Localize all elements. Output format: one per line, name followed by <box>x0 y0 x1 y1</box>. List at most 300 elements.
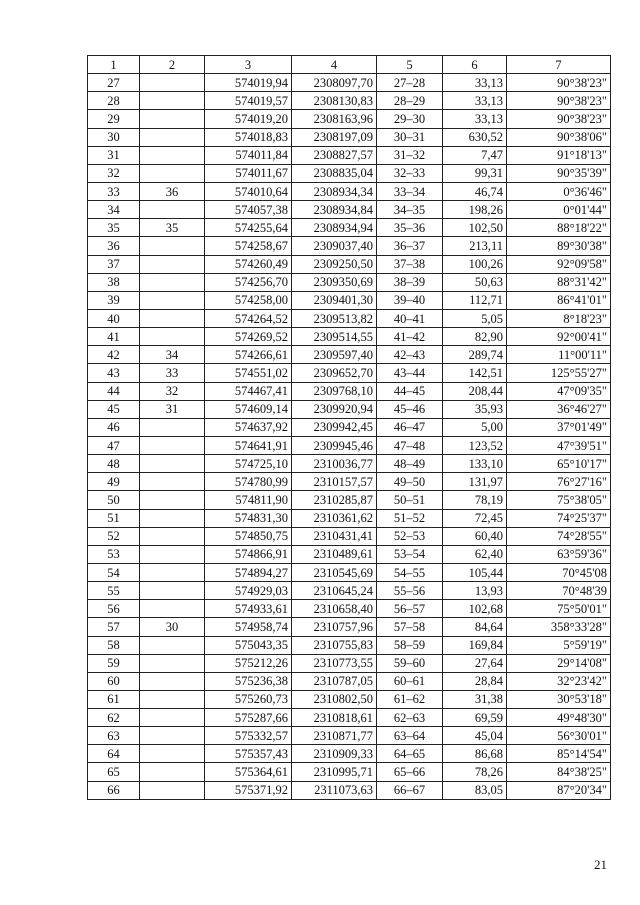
point-number-cell: 63 <box>88 727 140 745</box>
y-coordinate-cell: 2309768,10 <box>292 382 377 400</box>
bearing-cell: 358°33'28" <box>507 618 611 636</box>
y-coordinate-cell: 2310545,69 <box>292 563 377 581</box>
table-row <box>88 364 611 382</box>
bearing-cell: 47°09'35" <box>507 382 611 400</box>
table-row <box>88 563 611 581</box>
ref-number-cell <box>140 291 205 309</box>
distance-cell: 45,04 <box>443 727 507 745</box>
y-coordinate-cell: 2310361,62 <box>292 509 377 527</box>
x-coordinate-cell: 574811,90 <box>205 491 292 509</box>
table-row <box>88 74 611 92</box>
ref-number-cell: 32 <box>140 382 205 400</box>
segment-cell: 39–40 <box>377 291 443 309</box>
distance-cell: 28,84 <box>443 672 507 690</box>
x-coordinate-cell: 574011,84 <box>205 146 292 164</box>
ref-number-cell <box>140 436 205 454</box>
bearing-cell: 125°55'27" <box>507 364 611 382</box>
x-coordinate-cell: 574929,03 <box>205 582 292 600</box>
bearing-cell: 90°38'23" <box>507 74 611 92</box>
distance-cell: 33,13 <box>443 92 507 110</box>
x-coordinate-cell: 574258,00 <box>205 291 292 309</box>
y-coordinate-cell: 2310757,96 <box>292 618 377 636</box>
bearing-cell: 75°50'01" <box>507 600 611 618</box>
segment-cell: 37–38 <box>377 255 443 273</box>
y-coordinate-cell: 2310773,55 <box>292 654 377 672</box>
point-number-cell: 40 <box>88 309 140 327</box>
distance-cell: 208,44 <box>443 382 507 400</box>
table-row <box>88 545 611 563</box>
ref-number-cell: 33 <box>140 364 205 382</box>
point-number-cell: 61 <box>88 690 140 708</box>
segment-cell: 58–59 <box>377 636 443 654</box>
distance-cell: 33,13 <box>443 74 507 92</box>
segment-cell: 45–46 <box>377 400 443 418</box>
ref-number-cell <box>140 600 205 618</box>
table-row <box>88 763 611 781</box>
segment-cell: 55–56 <box>377 582 443 600</box>
y-coordinate-cell: 2308197,09 <box>292 128 377 146</box>
ref-number-cell: 31 <box>140 400 205 418</box>
distance-cell: 35,93 <box>443 400 507 418</box>
y-coordinate-cell: 2308097,70 <box>292 74 377 92</box>
distance-cell: 213,11 <box>443 237 507 255</box>
coordinates-table <box>87 55 611 800</box>
header-cell: 7 <box>507 56 611 74</box>
table-row <box>88 418 611 436</box>
bearing-cell: 84°38'25" <box>507 763 611 781</box>
x-coordinate-cell: 574780,99 <box>205 473 292 491</box>
x-coordinate-cell: 574266,61 <box>205 346 292 364</box>
table-row <box>88 473 611 491</box>
ref-number-cell <box>140 745 205 763</box>
distance-cell: 102,68 <box>443 600 507 618</box>
ref-number-cell <box>140 781 205 799</box>
y-coordinate-cell: 2310431,41 <box>292 527 377 545</box>
point-number-cell: 46 <box>88 418 140 436</box>
distance-cell: 100,26 <box>443 255 507 273</box>
x-coordinate-cell: 574467,41 <box>205 382 292 400</box>
segment-cell: 49–50 <box>377 473 443 491</box>
point-number-cell: 45 <box>88 400 140 418</box>
table-row <box>88 781 611 799</box>
ref-number-cell <box>140 273 205 291</box>
point-number-cell: 35 <box>88 219 140 237</box>
segment-cell: 31–32 <box>377 146 443 164</box>
header-cell: 3 <box>205 56 292 74</box>
segment-cell: 42–43 <box>377 346 443 364</box>
table-row <box>88 727 611 745</box>
segment-cell: 51–52 <box>377 509 443 527</box>
point-number-cell: 27 <box>88 74 140 92</box>
y-coordinate-cell: 2308934,84 <box>292 201 377 219</box>
table-row <box>88 654 611 672</box>
x-coordinate-cell: 575260,73 <box>205 690 292 708</box>
x-coordinate-cell: 575287,66 <box>205 709 292 727</box>
y-coordinate-cell: 2310818,61 <box>292 709 377 727</box>
bearing-cell: 0°01'44" <box>507 201 611 219</box>
bearing-cell: 86°41'01" <box>507 291 611 309</box>
y-coordinate-cell: 2310871,77 <box>292 727 377 745</box>
bearing-cell: 65°10'17" <box>507 455 611 473</box>
segment-cell: 29–30 <box>377 110 443 128</box>
point-number-cell: 43 <box>88 364 140 382</box>
bearing-cell: 87°20'34" <box>507 781 611 799</box>
y-coordinate-cell: 2310285,87 <box>292 491 377 509</box>
bearing-cell: 91°18'13" <box>507 146 611 164</box>
segment-cell: 62–63 <box>377 709 443 727</box>
x-coordinate-cell: 575043,35 <box>205 636 292 654</box>
distance-cell: 169,84 <box>443 636 507 654</box>
bearing-cell: 70°45'08 <box>507 563 611 581</box>
distance-cell: 50,63 <box>443 273 507 291</box>
table-row <box>88 455 611 473</box>
x-coordinate-cell: 574011,67 <box>205 164 292 182</box>
bearing-cell: 36°46'27" <box>507 400 611 418</box>
point-number-cell: 47 <box>88 436 140 454</box>
x-coordinate-cell: 575364,61 <box>205 763 292 781</box>
x-coordinate-cell: 574831,30 <box>205 509 292 527</box>
bearing-cell: 32°23'42" <box>507 672 611 690</box>
x-coordinate-cell: 574866,91 <box>205 545 292 563</box>
x-coordinate-cell: 574019,20 <box>205 110 292 128</box>
distance-cell: 72,45 <box>443 509 507 527</box>
segment-cell: 64–65 <box>377 745 443 763</box>
y-coordinate-cell: 2310658,40 <box>292 600 377 618</box>
segment-cell: 65–66 <box>377 763 443 781</box>
distance-cell: 289,74 <box>443 346 507 364</box>
point-number-cell: 32 <box>88 164 140 182</box>
y-coordinate-cell: 2310036,77 <box>292 455 377 473</box>
distance-cell: 27,64 <box>443 654 507 672</box>
x-coordinate-cell: 574010,64 <box>205 182 292 200</box>
table-row <box>88 709 611 727</box>
point-number-cell: 39 <box>88 291 140 309</box>
segment-cell: 30–31 <box>377 128 443 146</box>
bearing-cell: 0°36'46" <box>507 182 611 200</box>
y-coordinate-cell: 2309514,55 <box>292 328 377 346</box>
segment-cell: 28–29 <box>377 92 443 110</box>
ref-number-cell <box>140 110 205 128</box>
table-row <box>88 182 611 200</box>
ref-number-cell <box>140 128 205 146</box>
ref-number-cell <box>140 164 205 182</box>
y-coordinate-cell: 2309250,50 <box>292 255 377 273</box>
x-coordinate-cell: 574609,14 <box>205 400 292 418</box>
bearing-cell: 63°59'36" <box>507 545 611 563</box>
distance-cell: 83,05 <box>443 781 507 799</box>
segment-cell: 63–64 <box>377 727 443 745</box>
header-cell: 2 <box>140 56 205 74</box>
ref-number-cell <box>140 582 205 600</box>
distance-cell: 112,71 <box>443 291 507 309</box>
segment-cell: 54–55 <box>377 563 443 581</box>
point-number-cell: 59 <box>88 654 140 672</box>
table-row <box>88 400 611 418</box>
table-row <box>88 309 611 327</box>
point-number-cell: 48 <box>88 455 140 473</box>
ref-number-cell <box>140 709 205 727</box>
bearing-cell: 88°18'22" <box>507 219 611 237</box>
segment-cell: 53–54 <box>377 545 443 563</box>
segment-cell: 60–61 <box>377 672 443 690</box>
bearing-cell: 74°25'37" <box>507 509 611 527</box>
ref-number-cell: 30 <box>140 618 205 636</box>
x-coordinate-cell: 575332,57 <box>205 727 292 745</box>
y-coordinate-cell: 2309945,46 <box>292 436 377 454</box>
x-coordinate-cell: 574264,52 <box>205 309 292 327</box>
segment-cell: 44–45 <box>377 382 443 400</box>
y-coordinate-cell: 2310157,57 <box>292 473 377 491</box>
table-row <box>88 237 611 255</box>
distance-cell: 46,74 <box>443 182 507 200</box>
point-number-cell: 28 <box>88 92 140 110</box>
y-coordinate-cell: 2310995,71 <box>292 763 377 781</box>
distance-cell: 198,26 <box>443 201 507 219</box>
segment-cell: 47–48 <box>377 436 443 454</box>
bearing-cell: 90°35'39" <box>507 164 611 182</box>
ref-number-cell <box>140 727 205 745</box>
ref-number-cell <box>140 636 205 654</box>
distance-cell: 630,52 <box>443 128 507 146</box>
bearing-cell: 90°38'23" <box>507 92 611 110</box>
x-coordinate-cell: 574958,74 <box>205 618 292 636</box>
x-coordinate-cell: 574933,61 <box>205 600 292 618</box>
x-coordinate-cell: 575212,26 <box>205 654 292 672</box>
bearing-cell: 90°38'23" <box>507 110 611 128</box>
x-coordinate-cell: 574019,57 <box>205 92 292 110</box>
ref-number-cell <box>140 509 205 527</box>
ref-number-cell <box>140 672 205 690</box>
point-number-cell: 30 <box>88 128 140 146</box>
segment-cell: 43–44 <box>377 364 443 382</box>
ref-number-cell <box>140 491 205 509</box>
distance-cell: 99,31 <box>443 164 507 182</box>
bearing-cell: 92°00'41" <box>507 328 611 346</box>
point-number-cell: 33 <box>88 182 140 200</box>
point-number-cell: 60 <box>88 672 140 690</box>
header-cell: 6 <box>443 56 507 74</box>
ref-number-cell <box>140 418 205 436</box>
table-row <box>88 201 611 219</box>
y-coordinate-cell: 2309513,82 <box>292 309 377 327</box>
distance-cell: 69,59 <box>443 709 507 727</box>
distance-cell: 131,97 <box>443 473 507 491</box>
x-coordinate-cell: 574269,52 <box>205 328 292 346</box>
point-number-cell: 41 <box>88 328 140 346</box>
table-row <box>88 255 611 273</box>
y-coordinate-cell: 2309652,70 <box>292 364 377 382</box>
table-row <box>88 690 611 708</box>
ref-number-cell <box>140 309 205 327</box>
x-coordinate-cell: 574725,10 <box>205 455 292 473</box>
point-number-cell: 51 <box>88 509 140 527</box>
table-row <box>88 582 611 600</box>
bearing-cell: 89°30'38" <box>507 237 611 255</box>
table-row <box>88 527 611 545</box>
distance-cell: 33,13 <box>443 110 507 128</box>
bearing-cell: 56°30'01" <box>507 727 611 745</box>
point-number-cell: 37 <box>88 255 140 273</box>
bearing-cell: 75°38'05" <box>507 491 611 509</box>
segment-cell: 27–28 <box>377 74 443 92</box>
bearing-cell: 30°53'18" <box>507 690 611 708</box>
table-row <box>88 436 611 454</box>
y-coordinate-cell: 2311073,63 <box>292 781 377 799</box>
x-coordinate-cell: 574258,67 <box>205 237 292 255</box>
y-coordinate-cell: 2310909,33 <box>292 745 377 763</box>
table-row <box>88 219 611 237</box>
ref-number-cell <box>140 563 205 581</box>
point-number-cell: 62 <box>88 709 140 727</box>
ref-number-cell: 36 <box>140 182 205 200</box>
ref-number-cell <box>140 92 205 110</box>
table-row <box>88 672 611 690</box>
point-number-cell: 66 <box>88 781 140 799</box>
distance-cell: 60,40 <box>443 527 507 545</box>
distance-cell: 123,52 <box>443 436 507 454</box>
point-number-cell: 29 <box>88 110 140 128</box>
bearing-cell: 70°48'39 <box>507 582 611 600</box>
segment-cell: 46–47 <box>377 418 443 436</box>
table-row <box>88 636 611 654</box>
page-number: 21 <box>594 857 607 872</box>
y-coordinate-cell: 2309920,94 <box>292 400 377 418</box>
y-coordinate-cell: 2308827,57 <box>292 146 377 164</box>
point-number-cell: 57 <box>88 618 140 636</box>
point-number-cell: 38 <box>88 273 140 291</box>
y-coordinate-cell: 2309942,45 <box>292 418 377 436</box>
distance-cell: 84,64 <box>443 618 507 636</box>
y-coordinate-cell: 2308835,04 <box>292 164 377 182</box>
point-number-cell: 55 <box>88 582 140 600</box>
distance-cell: 78,19 <box>443 491 507 509</box>
point-number-cell: 31 <box>88 146 140 164</box>
table-row <box>88 273 611 291</box>
table-row <box>88 382 611 400</box>
x-coordinate-cell: 574255,64 <box>205 219 292 237</box>
segment-cell: 40–41 <box>377 309 443 327</box>
bearing-cell: 76°27'16" <box>507 473 611 491</box>
distance-cell: 31,38 <box>443 690 507 708</box>
segment-cell: 52–53 <box>377 527 443 545</box>
bearing-cell: 90°38'06" <box>507 128 611 146</box>
x-coordinate-cell: 574850,75 <box>205 527 292 545</box>
ref-number-cell <box>140 255 205 273</box>
x-coordinate-cell: 574260,49 <box>205 255 292 273</box>
y-coordinate-cell: 2310802,50 <box>292 690 377 708</box>
distance-cell: 86,68 <box>443 745 507 763</box>
table-row <box>88 600 611 618</box>
bearing-cell: 8°18'23" <box>507 309 611 327</box>
point-number-cell: 50 <box>88 491 140 509</box>
y-coordinate-cell: 2309401,30 <box>292 291 377 309</box>
point-number-cell: 36 <box>88 237 140 255</box>
distance-cell: 102,50 <box>443 219 507 237</box>
x-coordinate-cell: 574256,70 <box>205 273 292 291</box>
table-row <box>88 328 611 346</box>
y-coordinate-cell: 2310755,83 <box>292 636 377 654</box>
ref-number-cell <box>140 690 205 708</box>
point-number-cell: 49 <box>88 473 140 491</box>
y-coordinate-cell: 2309350,69 <box>292 273 377 291</box>
ref-number-cell <box>140 763 205 781</box>
point-number-cell: 65 <box>88 763 140 781</box>
distance-cell: 5,00 <box>443 418 507 436</box>
segment-cell: 32–33 <box>377 164 443 182</box>
y-coordinate-cell: 2310645,24 <box>292 582 377 600</box>
y-coordinate-cell: 2308934,94 <box>292 219 377 237</box>
y-coordinate-cell: 2308163,96 <box>292 110 377 128</box>
ref-number-cell <box>140 527 205 545</box>
ref-number-cell <box>140 455 205 473</box>
segment-cell: 41–42 <box>377 328 443 346</box>
distance-cell: 105,44 <box>443 563 507 581</box>
x-coordinate-cell: 574057,38 <box>205 201 292 219</box>
table-row <box>88 745 611 763</box>
ref-number-cell <box>140 654 205 672</box>
point-number-cell: 64 <box>88 745 140 763</box>
table-row <box>88 509 611 527</box>
distance-cell: 7,47 <box>443 146 507 164</box>
point-number-cell: 56 <box>88 600 140 618</box>
distance-cell: 62,40 <box>443 545 507 563</box>
table-row <box>88 110 611 128</box>
distance-cell: 82,90 <box>443 328 507 346</box>
point-number-cell: 53 <box>88 545 140 563</box>
y-coordinate-cell: 2308934,34 <box>292 182 377 200</box>
x-coordinate-cell: 575357,43 <box>205 745 292 763</box>
point-number-cell: 42 <box>88 346 140 364</box>
ref-number-cell <box>140 74 205 92</box>
ref-number-cell <box>140 237 205 255</box>
table-row <box>88 128 611 146</box>
y-coordinate-cell: 2310489,61 <box>292 545 377 563</box>
header-cell: 1 <box>88 56 140 74</box>
bearing-cell: 88°31'42" <box>507 273 611 291</box>
header-cell: 5 <box>377 56 443 74</box>
y-coordinate-cell: 2309597,40 <box>292 346 377 364</box>
segment-cell: 35–36 <box>377 219 443 237</box>
bearing-cell: 49°48'30" <box>507 709 611 727</box>
segment-cell: 36–37 <box>377 237 443 255</box>
table-body <box>88 74 611 800</box>
distance-cell: 78,26 <box>443 763 507 781</box>
point-number-cell: 44 <box>88 382 140 400</box>
x-coordinate-cell: 575236,38 <box>205 672 292 690</box>
distance-cell: 133,10 <box>443 455 507 473</box>
table-row <box>88 346 611 364</box>
segment-cell: 50–51 <box>377 491 443 509</box>
header-cell: 4 <box>292 56 377 74</box>
y-coordinate-cell: 2309037,40 <box>292 237 377 255</box>
x-coordinate-cell: 574637,92 <box>205 418 292 436</box>
y-coordinate-cell: 2308130,83 <box>292 92 377 110</box>
x-coordinate-cell: 574019,94 <box>205 74 292 92</box>
segment-cell: 66–67 <box>377 781 443 799</box>
segment-cell: 34–35 <box>377 201 443 219</box>
x-coordinate-cell: 574641,91 <box>205 436 292 454</box>
distance-cell: 142,51 <box>443 364 507 382</box>
ref-number-cell <box>140 545 205 563</box>
x-coordinate-cell: 575371,92 <box>205 781 292 799</box>
ref-number-cell: 34 <box>140 346 205 364</box>
bearing-cell: 85°14'54" <box>507 745 611 763</box>
point-number-cell: 52 <box>88 527 140 545</box>
bearing-cell: 11°00'11" <box>507 346 611 364</box>
segment-cell: 56–57 <box>377 600 443 618</box>
point-number-cell: 54 <box>88 563 140 581</box>
x-coordinate-cell: 574894,27 <box>205 563 292 581</box>
